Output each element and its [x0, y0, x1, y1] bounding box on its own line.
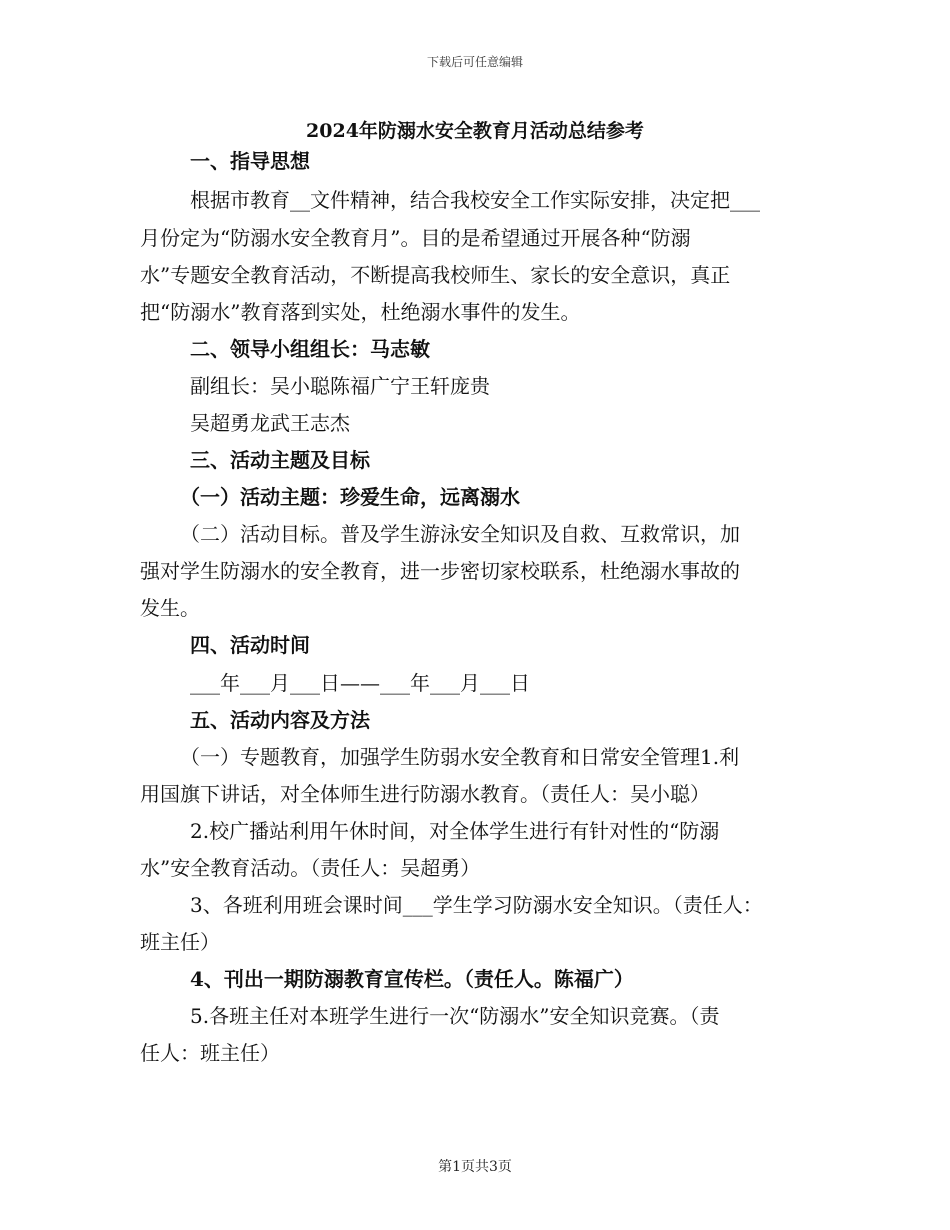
paragraph-line: 水”专题安全教育活动，不断提高我校师生、家长的安全意识，真正 — [140, 263, 731, 287]
paragraph-line: 任人：班主任） — [140, 1041, 280, 1065]
bold-item-line: 4、刊出一期防溺教育宣传栏。（责任人。陈福广） — [190, 967, 634, 991]
paragraph-line: 把“防溺水”教育落到实处，杜绝溺水事件的发生。 — [140, 300, 581, 324]
heading-activity-time: 四、活动时间 — [190, 633, 310, 657]
paragraph-line: 强对学生防溺水的安全教育，进一步密切家校联系，杜绝溺水事故的 — [140, 559, 740, 583]
paragraph-line: （二）活动目标。普及学生游泳安全知识及自救、互救常识，加 — [180, 522, 740, 546]
document-title: 2024年防溺水安全教育月活动总结参考 — [306, 120, 644, 142]
paragraph-line: 班主任） — [140, 930, 220, 954]
page-number-footer: 第1页共3页 — [438, 1159, 512, 1175]
paragraph-line: 3、各班利用班会课时间___学生学习防溺水安全知识。（责任人： — [190, 893, 763, 917]
paragraph-line: 月份定为“防溺水安全教育月”。目的是希望通过开展各种“防溺 — [140, 226, 691, 250]
subheading-activity-theme: （一）活动主题：珍爱生命，远离溺水 — [180, 485, 520, 509]
paragraph-line: 发生。 — [140, 596, 200, 620]
paragraph-line: 5.各班主任对本班学生进行一次“防溺水”安全知识竞赛。（责 — [190, 1004, 720, 1028]
heading-guiding-ideology: 一、指导思想 — [190, 149, 310, 173]
paragraph-line: 水”安全教育活动。（责任人：吴超勇） — [140, 856, 481, 880]
heading-content-and-methods: 五、活动内容及方法 — [190, 708, 370, 732]
paragraph-line: 用国旗下讲话，对全体师生进行防溺水教育。（责任人：吴小聪） — [140, 782, 710, 806]
heading-leadership-group: 二、领导小组组长：马志敏 — [190, 337, 430, 361]
heading-theme-and-goals: 三、活动主题及目标 — [190, 448, 370, 472]
paragraph-line: 根据市教育__文件精神，结合我校安全工作实际安排，决定把___ — [190, 188, 760, 212]
date-range-line: ___年___月___日——___年___月___日 — [190, 671, 530, 695]
paragraph-line: 2.校广播站利用午休时间，对全体学生进行有针对性的“防溺 — [190, 819, 720, 843]
header-note: 下载后可任意编辑 — [426, 55, 523, 69]
paragraph-line: 吴超勇龙武王志杰 — [190, 411, 350, 435]
paragraph-line: （一）专题教育，加强学生防弱水安全教育和日常安全管理1.利 — [180, 745, 740, 769]
paragraph-line: 副组长：吴小聪陈福广宁王轩庞贵 — [190, 374, 490, 398]
